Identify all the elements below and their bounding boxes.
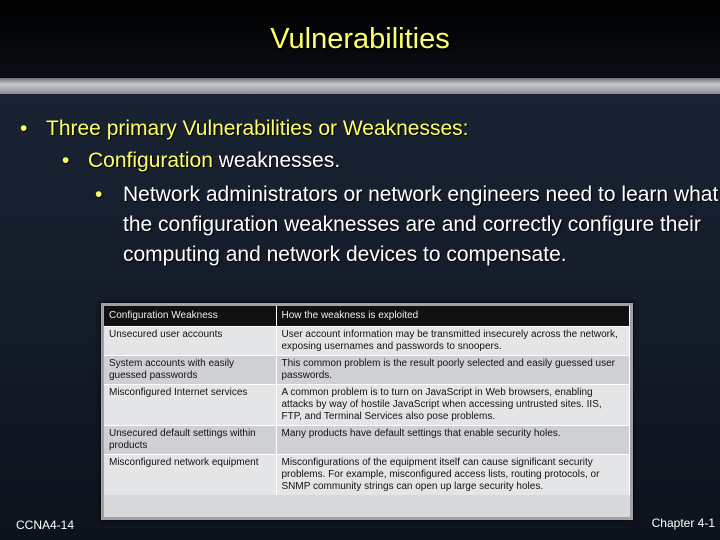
bullet-2-highlight: Configuration bbox=[88, 149, 213, 172]
weakness-table bbox=[104, 306, 630, 495]
table-cell: This common problem is the result poorly selected and easily guessed user passwords. bbox=[276, 355, 630, 384]
bullet-3-text: Network administrators or network engineers need to learn what the configuration weaknesses are and correctly configure their computing and network devices to compensate. bbox=[123, 183, 719, 266]
table-cell: A common problem is to turn on JavaScript in Web browsers, enabling attacks by way of hostile JavaScript when accessing untrusted sites. IIS, FTP, and Terminal Services also pose problems. bbox=[276, 384, 630, 425]
table-cell: Misconfigured Internet services bbox=[104, 384, 276, 425]
bullet-dot-icon: • bbox=[20, 117, 28, 140]
bullet-level-3 bbox=[95, 180, 720, 270]
table-row bbox=[104, 454, 630, 495]
table-cell: Misconfigurations of the equipment itself can cause significant security problems. For example, misconfigured access lists, routing protocols, or SNMP community strings can open up large security holes. bbox=[276, 454, 630, 495]
bullet-1-text: Three primary Vulnerabilities or Weaknesses: bbox=[46, 117, 469, 140]
bullet-level-2 bbox=[62, 146, 341, 176]
slide-title: Vulnerabilities bbox=[270, 22, 450, 55]
table-header-row bbox=[104, 306, 630, 326]
table-cell: Many products have default settings that enable security holes. bbox=[276, 425, 630, 454]
table-row bbox=[104, 384, 630, 425]
table-cell: Misconfigured network equipment bbox=[104, 454, 276, 495]
weakness-table-image bbox=[101, 303, 633, 520]
bullet-dot-icon: • bbox=[62, 149, 70, 172]
table-row bbox=[104, 355, 630, 384]
bullet-level-1 bbox=[20, 114, 469, 144]
table-row bbox=[104, 425, 630, 454]
table-cell: Unsecured user accounts bbox=[104, 326, 276, 355]
table-row bbox=[104, 326, 630, 355]
table-header-cell: How the weakness is exploited bbox=[276, 306, 630, 326]
table-cell: System accounts with easily guessed passwords bbox=[104, 355, 276, 384]
table-header-cell: Configuration Weakness bbox=[104, 306, 276, 326]
footer-course-label: CCNA4-14 bbox=[16, 518, 75, 532]
bullet-2-text: weaknesses. bbox=[212, 149, 341, 172]
bullet-dot-icon: • bbox=[95, 183, 103, 206]
table-cell: Unsecured default settings within products bbox=[104, 425, 276, 454]
title-divider bbox=[0, 78, 720, 94]
table-cell: User account information may be transmitted insecurely across the network, exposing usernames and passwords to snoopers. bbox=[276, 326, 630, 355]
footer-chapter-label: Chapter 4-1 bbox=[651, 516, 715, 530]
title-bar bbox=[0, 0, 720, 78]
